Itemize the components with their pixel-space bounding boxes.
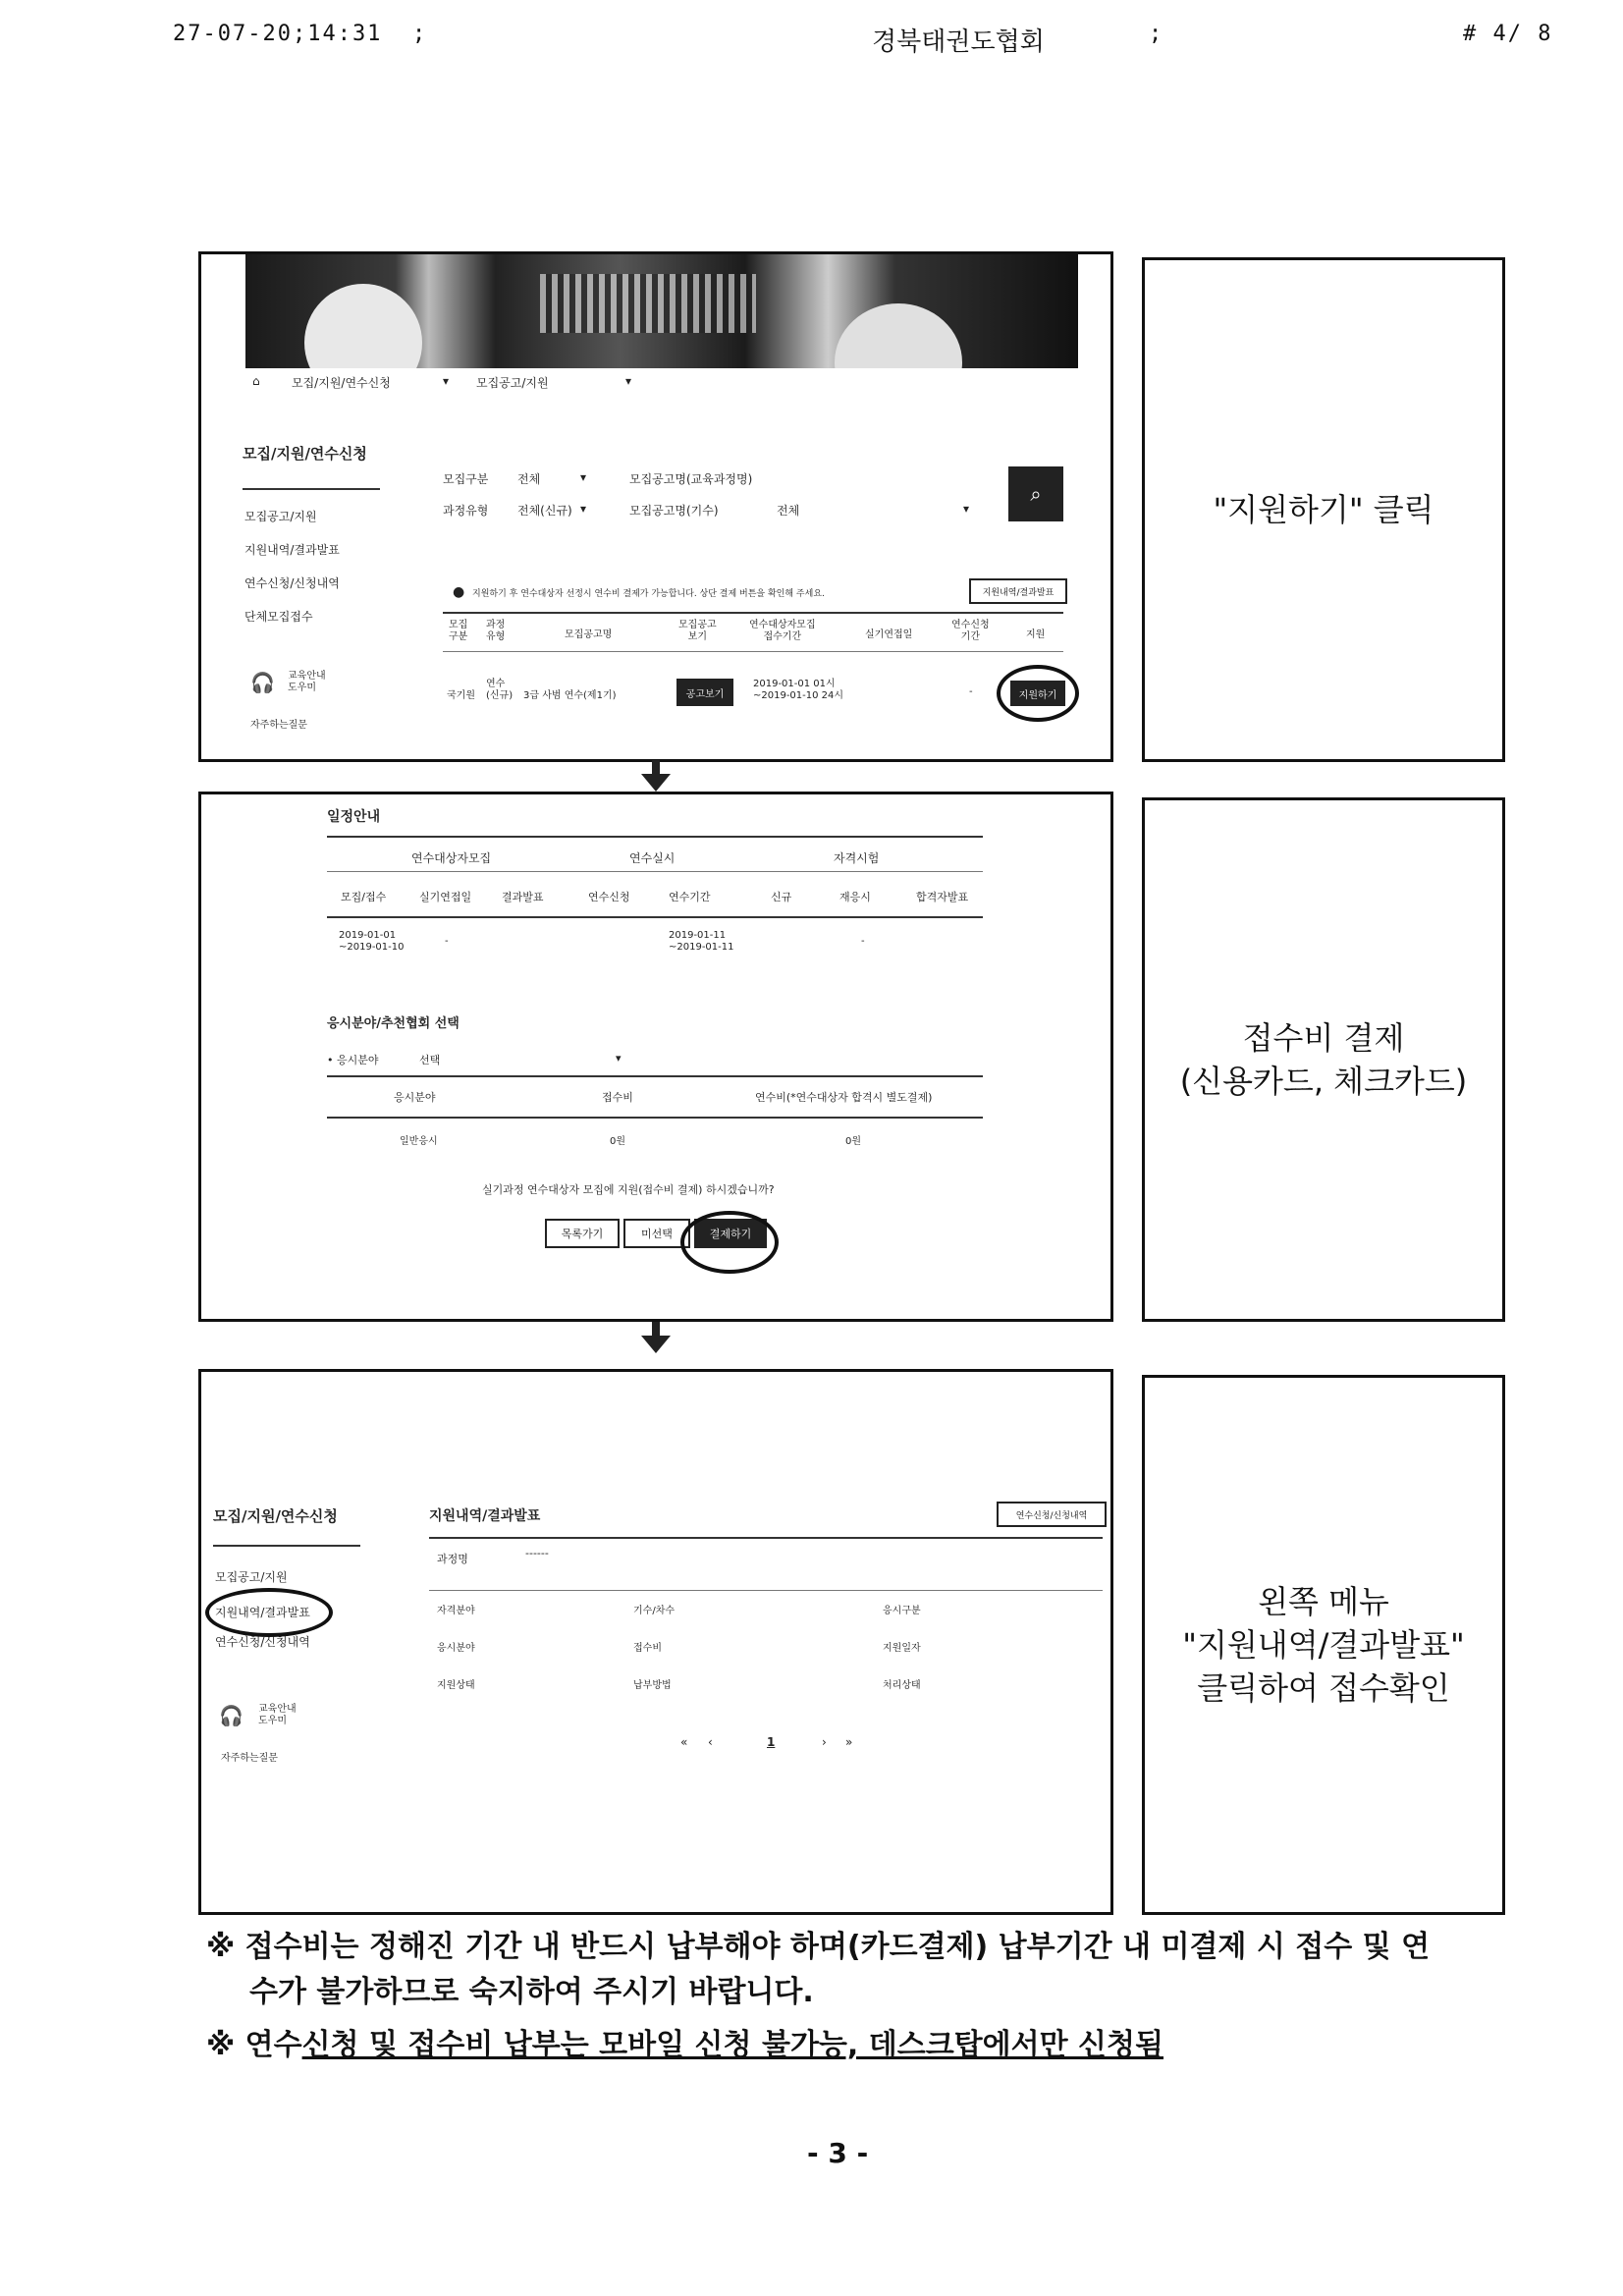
highlight-circle	[997, 665, 1079, 722]
chevron-down-icon: ▾	[443, 374, 450, 388]
caption-step2: 접수비 결제 (신용카드, 체크카드)	[1142, 797, 1505, 1322]
col-header-practice: 실기연접일	[865, 629, 913, 640]
sub-header: 재응시	[839, 891, 871, 903]
faq-link[interactable]: 자주하는질문	[250, 720, 307, 731]
screenshot-step3	[198, 1369, 1113, 1915]
schedule-title: 일정안내	[327, 809, 381, 825]
detail-label: 응시분야	[437, 1643, 475, 1654]
pager-page[interactable]: 1	[767, 1735, 776, 1749]
sidebar-item-training[interactable]: 연수신청/신청내역	[244, 576, 340, 590]
sidebar-item-training[interactable]: 연수신청/신청내역	[215, 1635, 310, 1649]
pager-last[interactable]: »	[845, 1735, 853, 1749]
fee-cell: 0원	[845, 1136, 862, 1147]
sub-header: 연수기간	[669, 891, 711, 903]
detail-label: 기수/차수	[633, 1606, 676, 1616]
info-icon: ●	[453, 584, 465, 600]
chevron-down-icon: ▾	[616, 1052, 622, 1065]
sidebar-title: 모집/지원/연수신청	[213, 1507, 338, 1525]
note-line3-prefix: ※ 연수	[206, 2028, 302, 2062]
table-cell: 2019-01-01 01시 ~2019-01-10 24시	[753, 679, 844, 701]
page-number: - 3 -	[807, 2137, 869, 2169]
table-cell: 3급 사범 연수(제1기)	[523, 690, 617, 701]
col-header-apply-period: 연수신청 기간	[951, 620, 990, 642]
highlight-circle	[205, 1588, 333, 1637]
col-header-type: 모집 구분	[449, 620, 468, 642]
fax-page-number: # 4/ 8	[1463, 22, 1553, 46]
pager-first[interactable]: «	[680, 1735, 688, 1749]
group-header: 연수대상자모집	[411, 851, 492, 865]
notice-text: 지원하기 후 연수대상자 선정시 연수비 결제가 가능합니다. 상단 결제 버튼을 확인해 주세요.	[472, 589, 825, 599]
detail-label: 지원일자	[883, 1643, 921, 1654]
sidebar-title: 모집/지원/연수신청	[243, 445, 367, 463]
filter-round-select[interactable]: 전체	[777, 504, 800, 518]
search-icon: ⌕	[1030, 482, 1042, 506]
schedule-date: 2019-01-01 ~2019-01-10	[339, 930, 405, 953]
col-header-view: 모집공고 보기	[678, 620, 717, 642]
cancel-button[interactable]: 미선택	[623, 1219, 690, 1248]
table-cell: 연수 (신규)	[486, 679, 514, 701]
screenshot-step2	[198, 792, 1113, 1322]
detail-label: 응시구분	[883, 1606, 921, 1616]
chevron-down-icon: ▾	[963, 502, 970, 516]
col-header-apply: 지원	[1026, 629, 1046, 640]
group-header: 자격시험	[834, 851, 880, 865]
fee-cell: 0원	[610, 1136, 626, 1147]
detail-label: 납부방법	[633, 1680, 672, 1691]
detail-label: 지원상태	[437, 1680, 475, 1691]
filter-recruit-type-label: 모집구분	[443, 472, 489, 486]
headset-icon[interactable]: 🎧	[250, 671, 275, 694]
fax-datetime: 27-07-20;14:31	[173, 22, 383, 46]
table-cell: -	[969, 686, 973, 697]
caption-step3: 왼쪽 메뉴 "지원내역/결과발표" 클릭하여 접수확인	[1142, 1375, 1505, 1915]
sub-header: 연수신청	[588, 891, 630, 903]
sub-header: 모집/접수	[341, 891, 387, 903]
home-icon[interactable]: ⌂	[252, 374, 260, 388]
faq-link[interactable]: 자주하는질문	[221, 1753, 278, 1764]
sidebar-item-group[interactable]: 단체모집접수	[244, 610, 313, 624]
filter-recruit-type-select[interactable]: 전체	[517, 472, 541, 486]
fax-organization: 경북태권도협회	[872, 27, 1045, 57]
help-label[interactable]: 교육안내 도우미	[258, 1704, 297, 1726]
sidebar-item-recruit[interactable]: 모집공고/지원	[215, 1570, 288, 1584]
col-header-name: 모집공고명	[565, 629, 613, 640]
note-line3	[206, 2023, 1163, 2068]
headset-icon[interactable]: 🎧	[219, 1704, 243, 1727]
fee-cell: 일반응시	[400, 1136, 438, 1147]
breadcrumb-level2[interactable]: 모집공고/지원	[476, 376, 549, 390]
page-title: 지원내역/결과발표	[429, 1508, 541, 1524]
note-line1: ※ 접수비는 정해진 기간 내 반드시 납부해야 하며(카드결제) 납부기간 내 미결제 시 접수 및 연	[206, 1930, 1431, 1964]
filter-round-label: 모집공고명(기수)	[629, 504, 719, 518]
exam-field-select[interactable]: 선택	[419, 1054, 441, 1066]
confirm-text: 실기과정 연수대상자 모집에 지원(접수비 결제) 하시겠습니까?	[482, 1183, 775, 1196]
table-cell: 국기원	[447, 690, 475, 701]
sidebar-item-results[interactable]: 지원내역/결과발표	[244, 543, 340, 557]
col-header-course: 과정 유형	[486, 620, 506, 642]
schedule-date: 2019-01-11 ~2019-01-11	[669, 930, 734, 953]
view-notice-button[interactable]: 공고보기	[676, 679, 733, 706]
pay-button[interactable]: 결제하기	[694, 1219, 767, 1248]
sub-header: 실기연접일	[419, 891, 472, 903]
fee-header: 연수비(*연수대상자 합격시 별도결제)	[755, 1091, 933, 1104]
note-line2: 수가 불가하므로 숙지하여 주시기 바랍니다.	[249, 1975, 814, 2009]
back-to-list-button[interactable]: 목록가기	[545, 1219, 620, 1248]
pager-next[interactable]: ›	[822, 1735, 827, 1749]
screenshot-step1	[198, 251, 1113, 762]
apply-button[interactable]: 지원하기	[1010, 681, 1065, 706]
course-label: 과정명	[437, 1553, 468, 1565]
sub-header: 결과발표	[502, 891, 544, 903]
sub-header: 신규	[771, 891, 792, 903]
sub-header: 합격자발표	[916, 891, 969, 903]
detail-label: 처리상태	[883, 1680, 921, 1691]
breadcrumb-level1[interactable]: 모집/지원/연수신청	[292, 376, 391, 390]
course-value: ------	[525, 1547, 549, 1559]
note-line3-underlined: 신청 및 접수비 납부는 모바일 신청 불가능, 데스크탑에서만 신청됨	[301, 2028, 1163, 2062]
schedule-date: -	[861, 936, 865, 947]
fee-header: 응시분야	[394, 1091, 436, 1104]
sidebar-item-results[interactable]: 지원내역/결과발표	[215, 1606, 310, 1619]
results-link-button[interactable]: 지원내역/결과발표	[969, 578, 1067, 604]
fax-separator: ;	[412, 22, 428, 46]
exam-section-title: 응시분야/추천협회 선택	[327, 1016, 460, 1031]
detail-label: 자격분야	[437, 1606, 475, 1616]
training-link-button[interactable]: 연수신청/신청내역	[997, 1502, 1107, 1527]
highlight-circle	[680, 1211, 779, 1274]
col-header-period: 연수대상자모집 접수기간	[749, 620, 816, 642]
help-label[interactable]: 교육안내 도우미	[288, 671, 326, 693]
fee-header: 접수비	[602, 1091, 633, 1104]
filter-course-type-select[interactable]: 전체(신규)	[517, 504, 572, 518]
caption-step1: "지원하기" 클릭	[1142, 257, 1505, 762]
banner-photo	[245, 254, 1078, 368]
schedule-date: -	[445, 936, 449, 947]
detail-label: 접수비	[633, 1643, 662, 1654]
filter-notice-name-label: 모집공고명(교육과정명)	[629, 472, 753, 486]
sidebar-item-recruit[interactable]: 모집공고/지원	[244, 510, 317, 523]
chevron-down-icon: ▾	[580, 502, 587, 516]
group-header: 연수실시	[629, 851, 676, 865]
chevron-down-icon: ▾	[580, 470, 587, 484]
pager-prev[interactable]: ‹	[708, 1735, 713, 1749]
filter-course-type-label: 과정유형	[443, 504, 489, 518]
fax-separator-2: ;	[1149, 22, 1164, 46]
exam-field-label: • 응시분야	[327, 1054, 379, 1066]
chevron-down-icon: ▾	[625, 374, 632, 388]
search-button[interactable]	[1008, 466, 1063, 521]
